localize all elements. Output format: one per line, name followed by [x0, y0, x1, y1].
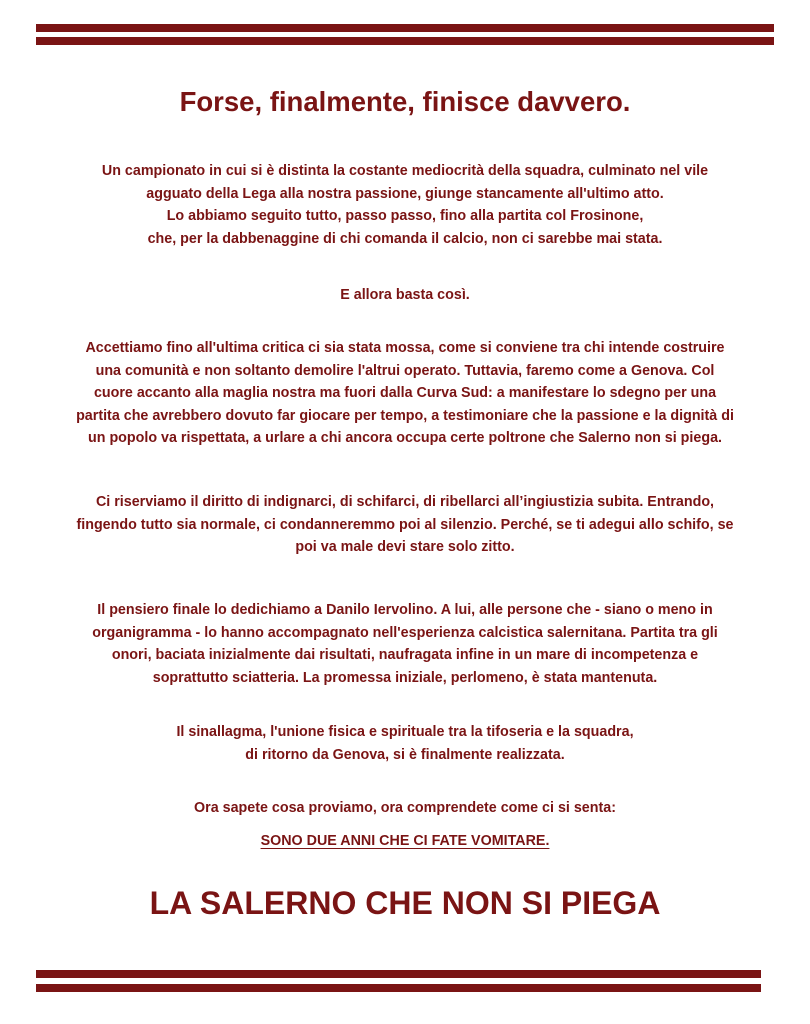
text-line: soprattutto sciatteria. La promessa iniziale, perlomeno, è stata mantenuta.	[152, 669, 658, 686]
text-line: Il pensiero finale lo dedichiamo a Danilo Iervolino. A lui, alle persone che - siano o meno in	[97, 602, 713, 618]
text-line: Lo abbiamo seguito tutto, passo passo, fino alla partita col Frosinone,	[166, 208, 644, 224]
paragraph-basta-cosi	[30, 284, 780, 307]
text-line: Il sinallagma, l'unione fisica e spirituale tra la tifoseria e la squadra,	[176, 724, 634, 740]
text-line: agguato della Lega alla nostra passione, giunge stancamente all'ultimo atto.	[146, 185, 664, 202]
paragraph-campionato	[30, 160, 780, 250]
text-line: Ci riserviamo il diritto di indignarci, di schifarci, di ribellarci all’ingiustizia subita. Entrando,	[95, 494, 715, 510]
text-line: Ora sapete cosa proviamo, ora comprendete come ci si senta:	[194, 800, 616, 816]
text-line: E allora basta così.	[340, 287, 470, 303]
text-line: Un campionato in cui si è distinta la costante mediocrità della squadra, culminato nel vile	[101, 163, 709, 179]
text-line: che, per la dabbenaggine di chi comanda il calcio, non ci sarebbe mai stata.	[147, 230, 663, 247]
text-line: onori, baciata inizialmente dai risultati, naufragata infine in un mare di incompetenza e	[111, 647, 699, 663]
text-line: cuore accanto alla maglia nostra ma fuori dalla Curva Sud: a manifestare lo sdegno per una	[93, 385, 717, 401]
text-line: organigramma - lo hanno accompagnato nell'esperienza calcistica salernitana. Partita tra gli	[92, 624, 718, 641]
page-title: Forse, finalmente, finisce davvero.	[179, 86, 631, 117]
underlined-statement	[30, 830, 780, 853]
paragraph-ora-sapete	[30, 797, 780, 820]
top-border-stripe-1	[36, 24, 774, 32]
paragraph-diritto	[30, 491, 780, 559]
text-line: un popolo va rispettata, a urlare a chi ancora occupa certe poltrone che Salerno non si piega.	[88, 430, 722, 446]
top-border-stripe-2	[36, 37, 774, 45]
signature-heading: LA SALERNO CHE NON SI PIEGA	[149, 885, 661, 921]
bottom-border-stripe-1	[36, 970, 761, 978]
text-line: poi va male devi stare solo zitto.	[295, 539, 515, 555]
text-line: partita che avrebbero dovuto far giocare per tempo, a testimoniare che la passione e la dignità di	[76, 407, 734, 424]
paragraph-accettiamo	[30, 337, 780, 450]
bottom-border-stripe-2	[36, 984, 761, 992]
text-line: fingendo tutto sia normale, ci condanneremmo poi al silenzio. Perché, se ti adegui allo schifo, se	[76, 516, 734, 533]
paragraph-iervolino	[30, 599, 780, 689]
text-line: Accettiamo fino all'ultima critica ci sia stata mossa, come si conviene tra chi intende costruire	[85, 340, 725, 356]
text-line: di ritorno da Genova, si è finalmente realizzata.	[245, 746, 565, 763]
paragraph-sinallagma	[30, 721, 780, 766]
text-line: una comunità e non soltanto demolire l'altrui operato. Tuttavia, faremo come a Genova. Col	[95, 362, 715, 379]
text-line: SONO DUE ANNI CHE CI FATE VOMITARE.	[260, 833, 550, 849]
